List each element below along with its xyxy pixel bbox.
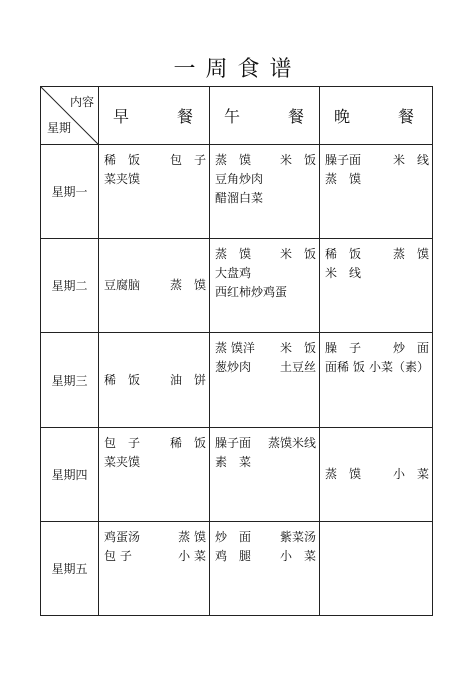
dinner-cell xyxy=(320,145,433,239)
day-row xyxy=(41,521,433,615)
dish-line xyxy=(104,170,206,189)
lunch-cell xyxy=(210,521,320,615)
day-row xyxy=(41,333,433,427)
dinner-cell xyxy=(320,427,433,521)
dish-item: 鸡蛋汤 xyxy=(104,529,141,544)
dish-item: 蒸 馍 xyxy=(325,466,362,481)
dish-item: 炒 面 xyxy=(392,341,429,356)
weekday-cell: 星期三 xyxy=(41,333,99,427)
breakfast-cell xyxy=(99,333,210,427)
dish-item: 稀 饭 xyxy=(104,153,141,168)
dish-line xyxy=(215,358,316,377)
dish-item: 米 饭 xyxy=(279,153,316,168)
dish-line xyxy=(215,547,316,566)
lunch-cell xyxy=(210,239,320,333)
breakfast-cell xyxy=(99,521,210,615)
dish-item: 米 线 xyxy=(325,266,362,281)
dish-line xyxy=(104,453,206,472)
dinner-cell xyxy=(320,239,433,333)
weekly-menu-table xyxy=(40,86,433,616)
dish-item: 鸡 腿 xyxy=(215,548,252,563)
dish-item: 素 菜 xyxy=(215,454,252,469)
dish-item: 稀 饭 xyxy=(104,372,141,387)
lunch-cell xyxy=(210,145,320,239)
dish-item: 菜夹馍 xyxy=(104,172,141,187)
dish-item: 米 饭 xyxy=(279,247,316,262)
dish-item: 紫菜汤 xyxy=(279,529,316,544)
dish-line xyxy=(215,434,316,453)
dish-item: 蒸 馍洋 xyxy=(215,341,255,356)
day-row xyxy=(41,427,433,521)
dish-line xyxy=(325,264,429,283)
corner-label-content: 内容 xyxy=(69,95,94,109)
dish-item: 西红柿炒鸡蛋 xyxy=(215,285,288,300)
dish-line xyxy=(325,465,429,484)
dish-line xyxy=(104,276,206,295)
dish-line xyxy=(215,189,316,208)
dish-line xyxy=(325,245,429,264)
dish-line xyxy=(215,528,316,547)
dish-item: 臊子面 xyxy=(215,435,252,450)
dish-item: 臊子面 xyxy=(325,153,362,168)
weekday-cell: 星期一 xyxy=(41,145,99,239)
day-row xyxy=(41,145,433,239)
breakfast-cell xyxy=(99,145,210,239)
dish-item: 稀 饭 xyxy=(325,247,362,262)
dish-item: 蒸 馍 xyxy=(215,153,252,168)
dish-line xyxy=(325,170,429,189)
weekday-cell: 星期五 xyxy=(41,521,99,615)
dish-line xyxy=(325,151,429,170)
dish-item: 蒸 馍 xyxy=(215,247,252,262)
dish-line xyxy=(215,339,316,358)
dish-item: 包 子 xyxy=(104,548,132,563)
dish-item: 蒸 馍 xyxy=(392,247,429,262)
weekday-cell: 星期四 xyxy=(41,427,99,521)
dish-item: 蒸馍米线 xyxy=(267,435,316,450)
dish-item: 米 饭 xyxy=(279,341,316,356)
dish-line xyxy=(215,453,316,472)
dish-item: 包 子 xyxy=(104,435,141,450)
dish-item: 小 菜 xyxy=(279,548,316,563)
dish-line xyxy=(215,264,316,283)
dish-line xyxy=(215,245,316,264)
page-title: 一周食谱 xyxy=(173,57,302,82)
header-dinner: 晚 餐 xyxy=(320,87,433,145)
dish-item: 油 饼 xyxy=(169,372,206,387)
dish-line xyxy=(104,528,206,547)
corner-cell xyxy=(41,87,99,145)
lunch-cell xyxy=(210,427,320,521)
dish-item: 豆角炒肉 xyxy=(215,172,264,187)
dish-line xyxy=(325,339,429,358)
dish-item: 蒸 馍 xyxy=(178,529,206,544)
dish-line xyxy=(215,151,316,170)
dish-item: 面稀 饭 xyxy=(325,360,365,375)
breakfast-cell xyxy=(99,239,210,333)
dish-item: 蒸 馍 xyxy=(169,278,206,293)
dish-line xyxy=(325,358,429,377)
dish-item: 葱炒肉 xyxy=(215,360,252,375)
dish-line xyxy=(104,434,206,453)
day-row xyxy=(41,239,433,333)
dish-item: 米 线 xyxy=(392,153,429,168)
dish-line xyxy=(215,283,316,302)
dish-line xyxy=(104,371,206,390)
dish-item: 豆腐脑 xyxy=(104,278,141,293)
dish-item: 炒 面 xyxy=(215,529,252,544)
dish-item: 稀 饭 xyxy=(169,435,206,450)
dish-item: 大盘鸡 xyxy=(215,266,252,281)
header-lunch: 午 餐 xyxy=(210,87,320,145)
dish-item: 土豆丝 xyxy=(279,360,316,375)
breakfast-cell xyxy=(99,427,210,521)
dish-item: 蒸 馍 xyxy=(325,172,362,187)
dish-line xyxy=(215,170,316,189)
dish-item: 小 菜 xyxy=(178,548,206,563)
dish-item: 菜夹馍 xyxy=(104,454,141,469)
dish-line xyxy=(104,547,206,566)
dish-item: 臊 子 xyxy=(325,341,362,356)
dish-item: 小菜（素） xyxy=(368,360,429,375)
dinner-cell xyxy=(320,521,433,615)
header-row xyxy=(41,87,433,145)
dish-item: 小 菜 xyxy=(392,466,429,481)
dish-line xyxy=(104,151,206,170)
dish-item: 醋溜白菜 xyxy=(215,191,264,206)
dish-item: 包 子 xyxy=(169,153,206,168)
lunch-cell xyxy=(210,333,320,427)
weekday-cell: 星期二 xyxy=(41,239,99,333)
dinner-cell xyxy=(320,333,433,427)
corner-label-weekday: 星期 xyxy=(47,121,72,136)
header-breakfast: 早 餐 xyxy=(99,87,210,145)
